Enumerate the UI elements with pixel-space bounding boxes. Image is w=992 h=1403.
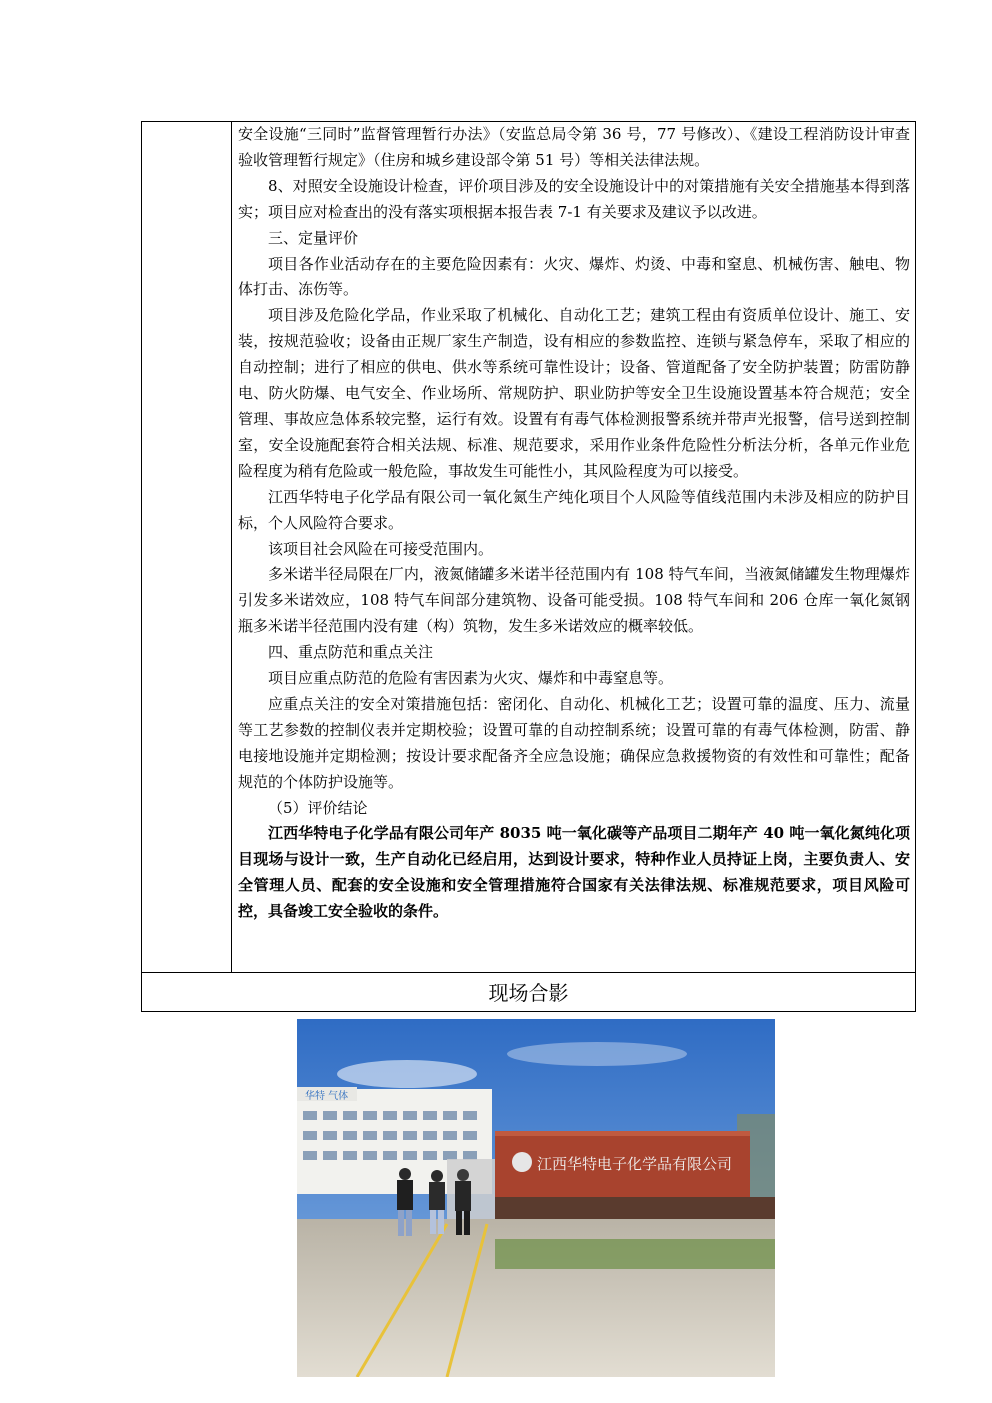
paragraph-social-risk: 该项目社会风险在可接受范围内。 [268,539,494,558]
paragraph-domino: 多米诺半径局限在厂内，液氮储罐多米诺半径范围内有 108 特气车间，当液氮储罐发生物理爆炸引发多米诺效应，108 特气车间部分建筑物、设备可能受损。108 特气车间和 206 仓库一氧化氮钢瓶多米诺半径范围内没有建（构）筑物，发生多米诺效应的概率较低。 [238,565,910,636]
photo-caption-row: 现场合影 [142,972,915,1012]
building-windows [303,1111,477,1160]
company-sign-text: 江西华特电子化学品有限公司 [537,1155,733,1173]
gate [447,1159,497,1219]
paragraph-safety-measures: 项目涉及危险化学品，作业采取了机械化、自动化工艺；建筑工程由有资质单位设计、施工、安装，按规范验收；设备由正规厂家生产制造，设有相应的参数监控、连锁与紧急停车，采取了相应的自动控制；进行了相应的供电、供水等系统可靠性设计；设备、管道配备了安全防护装置；防雷防静电、防火防爆、电气安全、作业场所、常规防护、职业防护等安全卫生设施设置基本符合规范；安全管理、事故应急体系较完整，运行有效。设置有有毒气体检测报警系统并带声光报警，信号送到控制室，安全设施配套符合相关法规、标准、规范要求，采用作业条件危险性分析法分析，各单元作业危险程度为稍有危险或一般危险，事故发生可能性小，其风险程度为可以接受。 [238,306,910,480]
building-sign: 华特 气体 [305,1091,349,1102]
paragraph-individual-risk: 江西华特电子化学品有限公司一氧化氮生产纯化项目个人风险等值线范围内未涉及相应的防护目标，个人风险符合要求。 [238,487,910,532]
company-logo-icon [512,1152,532,1172]
site-photo-illustration [297,1019,775,1377]
paragraph-conclusion: 江西华特电子化学品有限公司年产 8035 吨一氧化碳等产品项目二期年产 40 吨一氧化氮纯化项目现场与设计一致，生产自动化已经启用，达到设计要求，特种作业人员持证上岗，主要负责人、安全管理人员、配套的安全设施和安全管理措施符合国家有关法律法规、标准规范要求，项目风险可控，具备竣工安全验收的条件。 [238,824,910,921]
site-group-photo [297,1019,775,1377]
report-table [141,121,916,1012]
paragraph-key-hazards: 项目应重点防范的危险有害因素为火灾、爆炸和中毒窒息等。 [268,669,674,688]
section-heading-quantitative: 三、定量评价 [268,228,359,247]
section-heading-conclusion: （5）评价结论 [268,798,368,817]
cloud [507,1042,687,1066]
table-content-cell [238,122,910,972]
paragraph-main-hazards: 项目各作业活动存在的主要危险因素有：火灾、爆炸、灼烫、中毒和窒息、机械伤害、触电、物体打击、冻伤等。 [238,254,910,299]
paragraph-regulations: 安全设施“三同时”监督管理暂行办法》（安监总局令第 36 号，77 号修改）、《建设工程消防设计审查验收管理暂行规定》（住房和城乡建设部令第 51 号）等相关法律法规。 [238,125,910,169]
cloud [337,1060,477,1088]
paragraph-item-8: 8、对照安全设施设计检查，评价项目涉及的安全设施设计中的对策措施有关安全措施基本得到落实；项目应对检查出的没有落实项根据本报告表 7-1 有关要求及建议予以改进。 [238,176,910,221]
table-label-column [142,122,232,972]
paragraph-key-measures: 应重点关注的安全对策措施包括：密闭化、自动化、机械化工艺；设置可靠的温度、压力、流量等工艺参数的控制仪表并定期校验；设置可靠的自动控制系统；设置可靠的有毒气体检测，防雷、静电接地设施并定期检测；按设计要求配备齐全应急设施；确保应急救援物资的有效性和可靠性；配备规范的个体防护设施等。 [238,694,910,791]
section-heading-key-focus: 四、重点防范和重点关注 [268,643,434,662]
